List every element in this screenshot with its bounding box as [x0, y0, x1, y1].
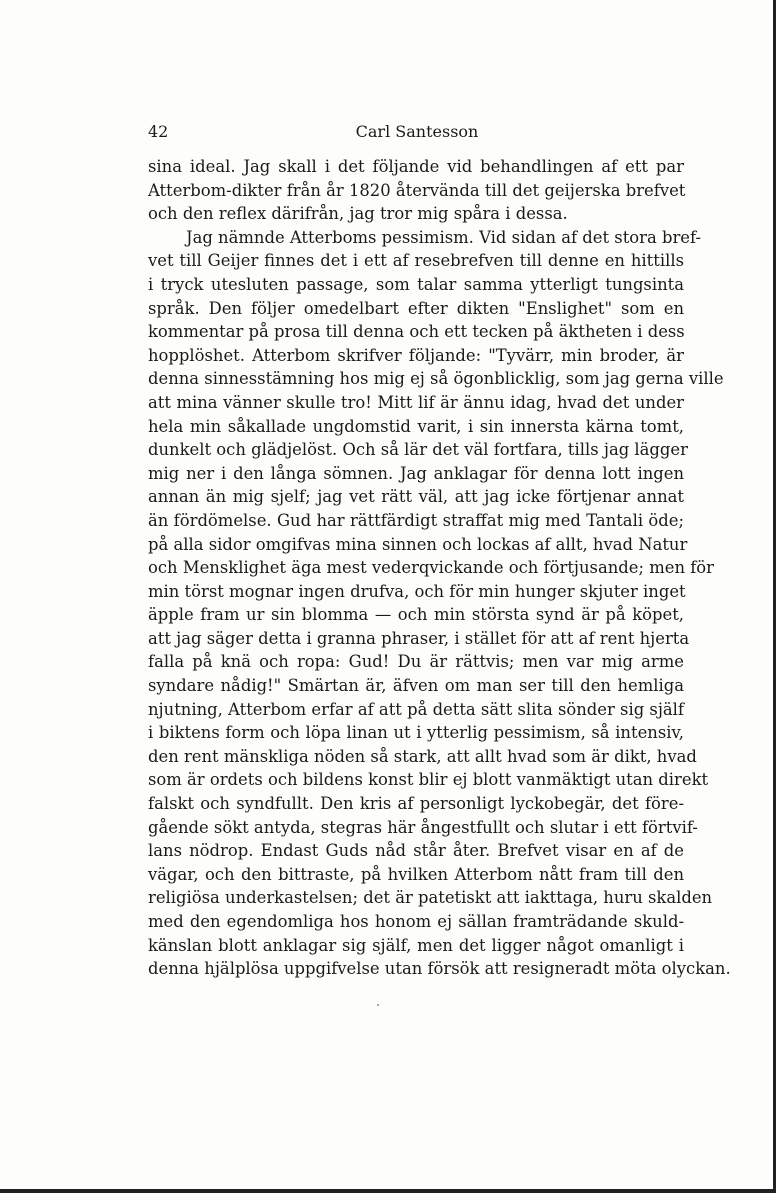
text-line: som är ordets och bildens konst blir ej blott vanmäktigt utan direkt	[148, 770, 709, 790]
text-line: syndare nådig!" Smärtan är, äfven om man ser till den hemliga	[148, 676, 684, 696]
running-head: Carl Santesson	[355, 122, 479, 141]
text-line: lans nödrop. Endast Guds nåd står åter. Brefvet visar en af de	[148, 841, 684, 861]
body-text	[148, 155, 731, 981]
text-line: annan än mig sjelf; jag vet rätt väl, att jag icke förtjenar annat	[148, 487, 684, 507]
text-line: religiösa underkastelsen; det är patetiskt att iakttaga, huru skalden	[148, 888, 713, 908]
text-line: kommentar på prosa till denna och ett tecken på äktheten i dess	[148, 322, 685, 342]
text-line: denna sinnesstämning hos mig ej så ögonblicklig, som jag gerna ville	[148, 369, 724, 389]
paragraph	[148, 155, 684, 226]
text-line: falskt och syndfullt. Den kris af personligt lyckobegär, det före-	[148, 794, 684, 814]
text-line: denna hjälplösa uppgifvelse utan försök att resigneradt möta olyckan.	[148, 959, 731, 979]
text-line: och den reflex därifrån, jag tror mig spåra i dessa.	[148, 204, 568, 224]
text-line: dunkelt och glädjelöst. Och så lär det väl fortfara, tills jag lägger	[148, 440, 688, 460]
text-line: att jag säger detta i granna phraser, i stället för att af rent hjerta	[148, 628, 690, 648]
text-line: njutning, Atterbom erfar af att på detta sätt slita sönder sig själf	[148, 699, 684, 719]
text-line: än fördömelse. Gud har rättfärdigt straffat mig med Tantali öde;	[148, 510, 684, 530]
text-line: gående sökt antyda, stegras här ångestfullt och slutar i ett förtvif-	[148, 817, 698, 837]
text-line: med den egendomliga hos honom ej sällan framträdande skuld-	[148, 912, 684, 931]
text-line: vet till Geijer finnes det i ett af resebrefven till denne en hittills	[148, 251, 684, 271]
text-line: och Mensklighet äga mest vederqvickande och förtjusande; men för	[148, 558, 714, 578]
paragraph	[148, 226, 731, 981]
text-line: sina ideal. Jag skall i det följande vid behandlingen af ett par	[148, 157, 684, 176]
text-line: min törst mognar ingen drufva, och för min hunger skjuter inget	[148, 581, 686, 601]
text-line: hela min såkallade ungdomstid varit, i sin innersta kärna tomt,	[148, 416, 684, 436]
scan-edge-bottom	[0, 1189, 776, 1193]
text-line: i biktens form och löpa linan ut i ytterlig pessimism, så intensiv,	[148, 723, 684, 743]
page-number: 42	[148, 122, 169, 141]
text-line: Jag nämnde Atterboms pessimism. Vid sidan af det stora bref-	[186, 227, 702, 247]
text-line: äpple fram ur sin blomma — och min största synd är på köpet,	[148, 605, 684, 625]
text-line: mig ner i den långa sömnen. Jag anklagar för denna lott ingen	[148, 463, 684, 483]
scan-speck	[377, 1004, 379, 1006]
page-header	[148, 122, 686, 146]
text-line: på alla sidor omgifvas mina sinnen och lockas af allt, hvad Natur	[148, 534, 688, 554]
text-line: Atterbom-dikter från år 1820 återvända till det geijerska brefvet	[148, 180, 686, 200]
text-line: den rent mänskliga nöden så stark, att allt hvad som är dikt, hvad	[148, 746, 697, 766]
text-line: vägar, och den bittraste, på hvilken Atterbom nått fram till den	[148, 864, 684, 884]
text-line: att mina vänner skulle tro! Mitt lif är ännu idag, hvad det under	[148, 392, 684, 412]
text-line: känslan blott anklagar sig själf, men det ligger något omanligt i	[148, 935, 684, 955]
text-line: i tryck utesluten passage, som talar samma ytterligt tungsinta	[148, 274, 684, 294]
text-line: falla på knä och ropa: Gud! Du är rättvis; men var mig arme	[148, 652, 684, 672]
text-line: hopplöshet. Atterbom skrifver följande: "Tyvärr, min broder, är	[148, 345, 684, 365]
text-line: språk. Den följer omedelbart efter dikten "Enslighet" som en	[148, 298, 684, 318]
